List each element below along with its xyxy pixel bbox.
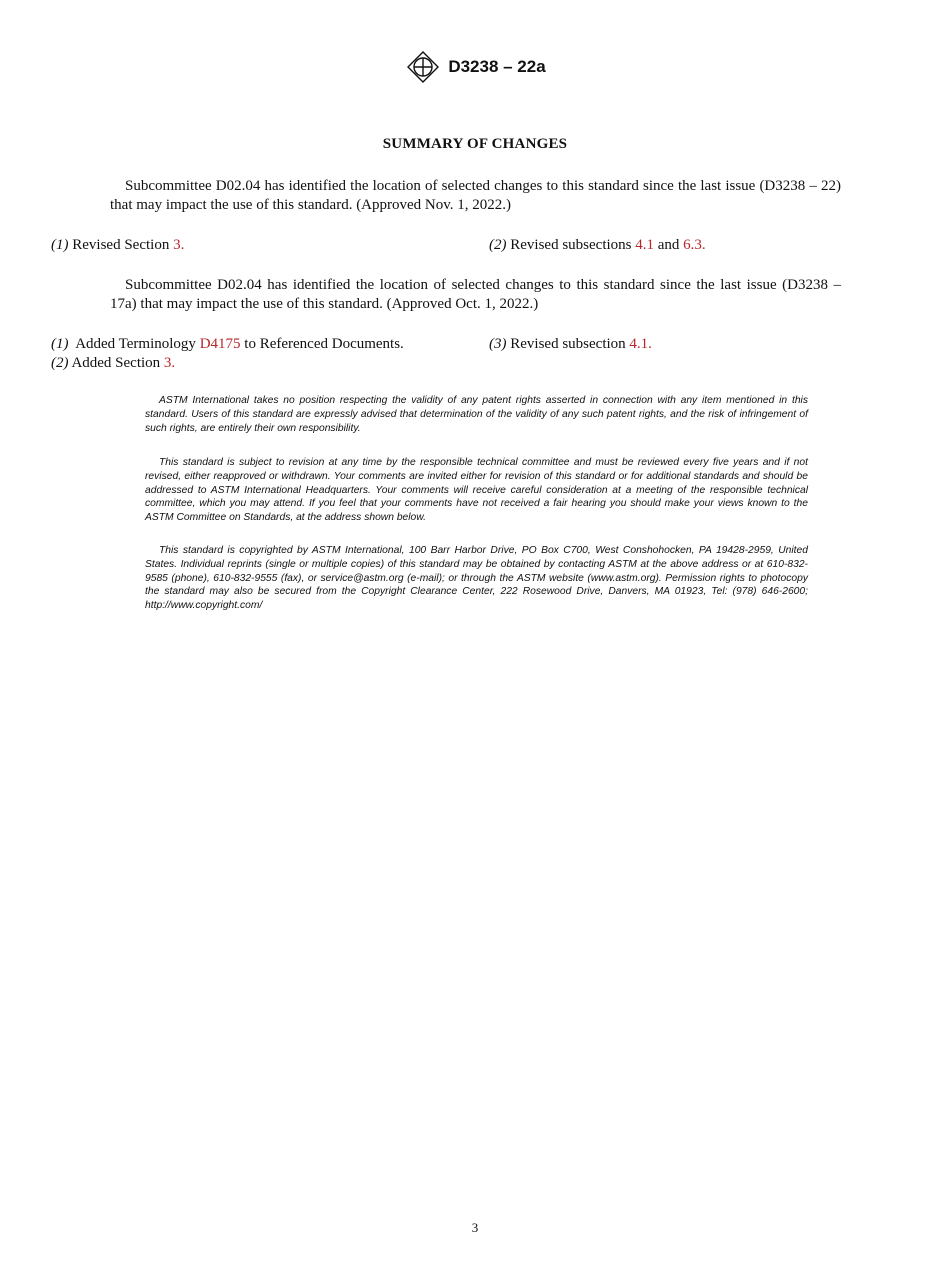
astm-logo-icon	[404, 50, 442, 84]
subsection-6-3-link[interactable]: 6.3	[683, 237, 702, 253]
standard-designation: D3238 – 22a	[448, 57, 546, 76]
item-period: .	[171, 355, 176, 371]
change-item-1-2	[489, 236, 706, 255]
change-item-2-1	[51, 335, 404, 354]
change-summary-intro-1: Subcommittee D02.04 has identified the location of selected changes to this standard since the last issue (D3238 – 22) that may impact the use of this standard. (Approved Nov. 1, 2022.)	[110, 178, 841, 213]
change-item-2-3	[489, 335, 652, 354]
revision-notice: This standard is subject to revision at any time by the responsible technical committee and must be reviewed every five years and if not revised, either reapproved or withdrawn. Your comments are invited either for revision of this standard or for additional standards and should be addressed to ASTM International Headquarters. Your comments will receive careful consideration at a meeting of the responsible technical committee, which you may attend. If you feel that your comments have not received a fair hearing you should make your views known to the ASTM Committee on Standards, at the address shown below.	[145, 457, 808, 524]
change-item-2-2	[51, 354, 175, 373]
item-period: .	[648, 336, 652, 352]
d4175-link[interactable]: D4175	[199, 336, 241, 352]
item-number: (3)	[489, 336, 507, 352]
change-summary-intro-2: Subcommittee D02.04 has identified the location of selected changes to this standard since the last issue (D3238 – 17a) that may impact the use of this standard. (Approved Oct. 1, 2022.)	[110, 277, 841, 312]
item-period: .	[701, 237, 706, 253]
item-number: (1)	[51, 237, 69, 253]
copyright-notice: This standard is copyrighted by ASTM International, 100 Barr Harbor Drive, PO Box C700, West Conshohocken, PA 19428-2959, United States. Individual reprints (single or multiple copies) of this standard may be obtained by contacting ASTM at the above address or at 610-832-9585 (phone), 610-832-9555 (fax), or service@astm.org (e-mail); or through the ASTM website (www.astm.org). Permission rights to photocopy the standard may also be secured from the Copyright Clearance Center, 222 Rosewood Drive, Danvers, MA 01923, Tel: (978) 646-2600; http://www.copyright.com/	[145, 545, 808, 612]
item-text: Revised subsections	[510, 237, 632, 253]
section-title: SUMMARY OF CHANGES	[382, 136, 568, 152]
change-item-1-1	[51, 236, 184, 255]
item-text-end: to Referenced Documents.	[244, 336, 404, 352]
patent-notice: ASTM International takes no position respecting the validity of any patent rights asserted in connection with any item mentioned in this standard. Users of this standard are expressly advised that determination of the validity of any such patent rights, and the risk of infringement of such rights, are entirely their own responsibility.	[145, 395, 808, 434]
item-number: (1)	[51, 336, 69, 352]
page-number: 3	[471, 1220, 479, 1235]
section-3-link[interactable]: 3	[173, 237, 181, 253]
item-text: Added Terminology	[75, 336, 196, 352]
item-text: Revised Section	[72, 237, 170, 253]
item-text: Revised subsection	[510, 336, 626, 352]
subsection-4-1-link[interactable]: 4.1	[629, 336, 649, 352]
item-text: Added Section	[71, 355, 161, 371]
item-number: (2)	[51, 355, 69, 371]
item-conjunction: and	[657, 237, 680, 253]
subsection-4-1-link[interactable]: 4.1	[635, 237, 654, 253]
section-3-link[interactable]: 3	[163, 355, 172, 371]
item-number: (2)	[489, 237, 507, 253]
page-header	[0, 50, 950, 84]
item-period: .	[180, 237, 185, 253]
